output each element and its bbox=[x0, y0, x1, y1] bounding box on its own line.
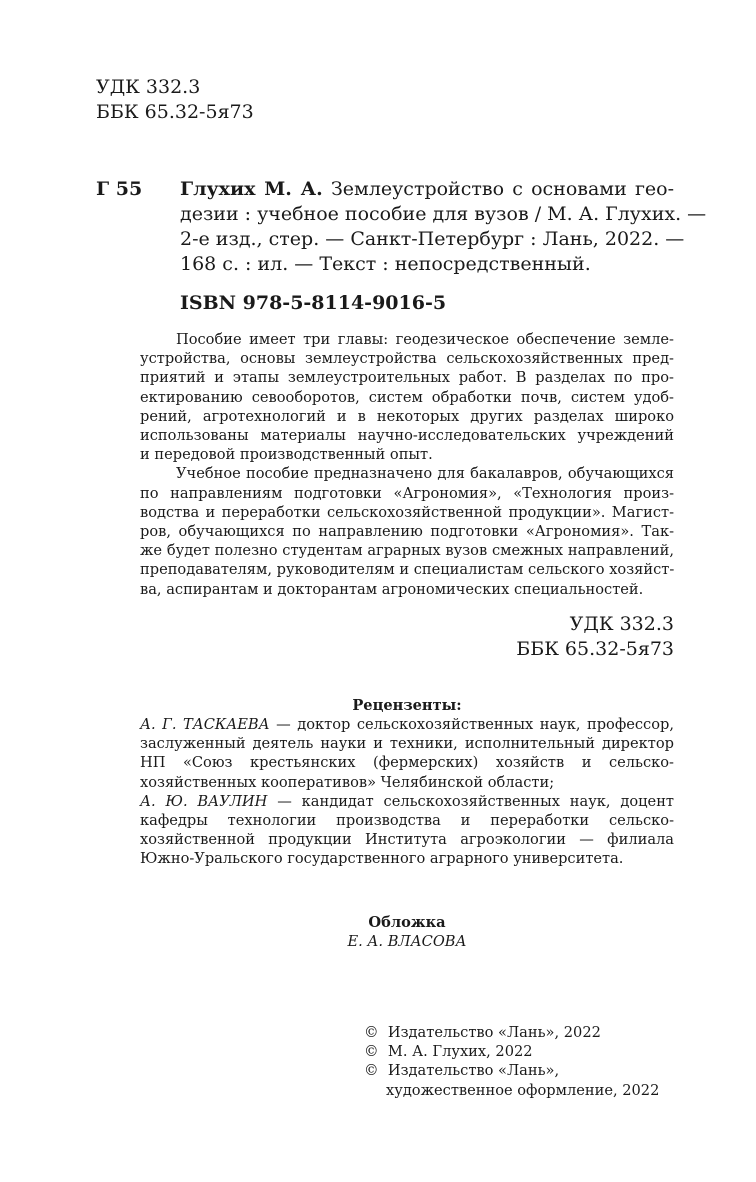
copyright-author-text: М. А. Глухих, 2022 bbox=[387, 1043, 533, 1061]
abstract-p1-line: рений, агротехнологий и в некоторых других разделах широко bbox=[140, 407, 674, 425]
copyright-author bbox=[364, 1042, 684, 1061]
cover-block bbox=[140, 913, 674, 951]
copyright-publisher-text: Издательство «Лань», 2022 bbox=[387, 1024, 601, 1041]
entry-title-start: Землеустройство с основами гео- bbox=[330, 178, 674, 200]
copyright-design-cont: художественное оформление, 2022 bbox=[386, 1081, 660, 1099]
reviewer-1-line-1 bbox=[140, 715, 674, 734]
reviewer-1-name: А. Г. ТАСКАЕВА bbox=[140, 716, 270, 733]
reviewer-2-name: А. Ю. ВАУЛИН bbox=[140, 792, 268, 810]
copyright-publisher bbox=[364, 1023, 684, 1042]
reviewers-block bbox=[140, 715, 674, 869]
bottom-udk: УДК 332.3 bbox=[569, 613, 674, 635]
top-bbk: ББК 65.32-5я73 bbox=[96, 101, 254, 123]
abstract-p1-line: использованы материалы научно-исследовательских учреждений bbox=[140, 427, 674, 445]
copyright-symbol: © bbox=[364, 1062, 379, 1080]
top-classification-codes bbox=[96, 75, 254, 125]
cover-designer: Е. А. ВЛАСОВА bbox=[347, 933, 467, 951]
abstract bbox=[140, 330, 674, 599]
reviewer-2-line: кафедры технологии производства и переработки сельско- bbox=[140, 812, 674, 830]
copyright-design-text: Издательство «Лань», bbox=[387, 1062, 560, 1080]
copyright-design bbox=[364, 1061, 684, 1080]
entry-line-3: 2-е изд., стер. — Санкт-Петербург : Лань, 2022. — bbox=[180, 228, 685, 250]
reviewer-1-line: заслуженный деятель науки и техники, исполнительный директор bbox=[140, 735, 674, 753]
reviewer-1-desc-start: — доктор сельскохозяйственных наук, профессор, bbox=[269, 716, 674, 733]
reviewer-2-line: Южно-Уральского государственного аграрного университета. bbox=[140, 850, 624, 868]
bibliographic-entry bbox=[180, 177, 707, 277]
entry-code: Г 55 bbox=[96, 178, 143, 200]
abstract-p2-line: преподавателям, руководителям и специалистам сельского хозяйст- bbox=[140, 561, 675, 579]
reviewer-2-line: хозяйственной продукции Института агроэкологии — филиала bbox=[140, 831, 674, 849]
abstract-p2-line: ва, аспирантам и докторантам агрономических специальностей. bbox=[140, 580, 644, 598]
isbn: ISBN 978-5-8114-9016-5 bbox=[180, 292, 447, 314]
abstract-p2-line: же будет полезно студентам аграрных вузов смежных направлений, bbox=[140, 542, 674, 560]
bottom-bbk: ББК 65.32-5я73 bbox=[516, 638, 674, 660]
reviewer-1-line: НП «Союз крестьянских (фермерских) хозяйств и сельско- bbox=[140, 754, 674, 772]
abstract-p2-line: Учебное пособие предназначено для бакалавров, обучающихся bbox=[176, 465, 674, 483]
reviewer-1-line: хозяйственных кооперативов» Челябинской области; bbox=[140, 773, 555, 791]
reviewers-heading: Рецензенты: bbox=[352, 697, 462, 714]
abstract-p2-line: водства и переработки сельскохозяйственной продукции». Магист- bbox=[140, 503, 674, 521]
copyright-block bbox=[364, 1023, 684, 1100]
abstract-p1-line: и передовой производственный опыт. bbox=[140, 446, 433, 464]
cover-heading: Обложка bbox=[368, 914, 446, 931]
abstract-p2-line: ров, обучающихся по направлению подготовки «Агрономия». Так- bbox=[140, 523, 674, 541]
abstract-p1-line: Пособие имеет три главы: геодезическое обеспечение земле- bbox=[176, 331, 674, 348]
top-udk: УДК 332.3 bbox=[96, 76, 201, 98]
bottom-classification-codes bbox=[400, 612, 674, 662]
abstract-p1-line: приятий и этапы землеустроительных работ. В разделах по про- bbox=[140, 369, 674, 387]
abstract-p1-line: устройства, основы землеустройства сельскохозяйственных пред- bbox=[140, 350, 674, 368]
entry-author: Глухих М. А. bbox=[180, 178, 323, 200]
entry-line-2: дезии : учебное пособие для вузов / М. А. Глухих. — bbox=[180, 203, 707, 225]
entry-line-1 bbox=[180, 177, 674, 202]
reviewer-2-desc-start: — кандидат сельскохозяйственных наук, доцент bbox=[267, 792, 674, 810]
abstract-p1-line: ектированию севооборотов, систем обработки почв, систем удоб- bbox=[140, 388, 674, 406]
entry-line-4: 168 с. : ил. — Текст : непосредственный. bbox=[180, 253, 591, 275]
reviewer-2-line-1 bbox=[140, 792, 674, 811]
copyright-symbol: © bbox=[364, 1043, 379, 1061]
abstract-p2-line: по направлениям подготовки «Агрономия», «Технология произ- bbox=[140, 484, 674, 502]
copyright-symbol: © bbox=[364, 1024, 379, 1041]
